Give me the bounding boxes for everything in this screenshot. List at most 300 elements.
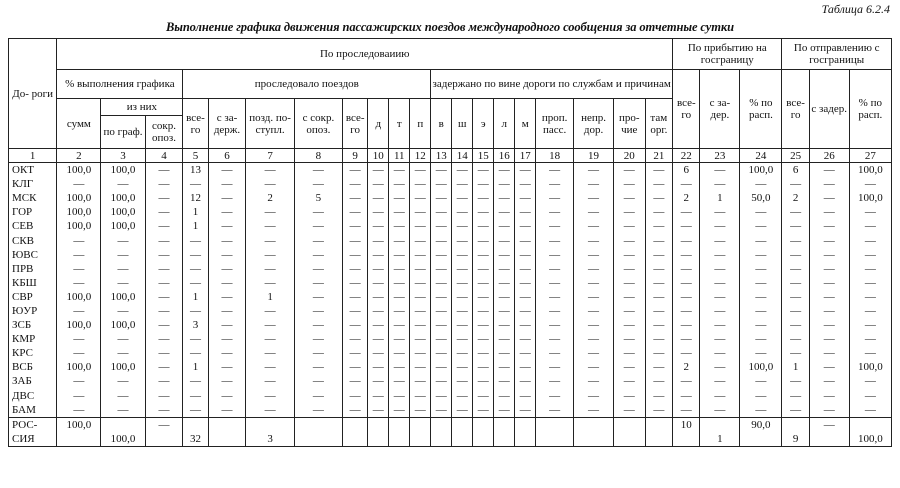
table-cell: 1 xyxy=(183,205,208,219)
total-cell xyxy=(473,432,494,447)
header-t: т xyxy=(389,99,410,149)
table-cell: — xyxy=(700,346,740,360)
header-other: про- чие xyxy=(614,99,646,149)
table-cell: — xyxy=(368,360,389,374)
table-cell: — xyxy=(809,403,849,418)
table-cell: — xyxy=(246,163,294,178)
table-cell: — xyxy=(343,304,368,318)
header-customs: там орг. xyxy=(645,99,673,149)
table-cell: — xyxy=(452,248,473,262)
road-name: КБШ xyxy=(9,276,57,290)
table-cell: — xyxy=(246,219,294,233)
table-cell: — xyxy=(740,205,782,219)
table-cell: — xyxy=(452,374,473,388)
table-title: Выполнение графика движения пассажирских поездов международного сообщения за отчетные сутки xyxy=(166,20,734,34)
table-cell: 1 xyxy=(183,219,208,233)
total-row xyxy=(9,417,892,432)
header-total: все- го xyxy=(183,99,208,149)
table-cell: — xyxy=(368,290,389,304)
table-cell: — xyxy=(410,191,431,205)
table-cell: — xyxy=(574,346,614,360)
table-cell: — xyxy=(410,163,431,178)
header-followed: По проследоваиию xyxy=(57,39,673,70)
table-cell: — xyxy=(809,205,849,219)
table-cell: — xyxy=(673,233,700,247)
table-cell: — xyxy=(473,205,494,219)
table-cell: — xyxy=(208,389,246,403)
table-cell: 100,0 xyxy=(101,191,145,205)
header-with-reduced-delay: с сокр. опоз. xyxy=(294,99,342,149)
table-cell: — xyxy=(494,248,515,262)
header-roads: До- роги xyxy=(9,39,57,149)
table-cell: — xyxy=(208,219,246,233)
table-cell: — xyxy=(294,346,342,360)
table-cell: 2 xyxy=(782,191,809,205)
table-row xyxy=(9,332,892,346)
table-cell: — xyxy=(246,403,294,418)
table-cell: — xyxy=(809,219,849,233)
total-cell: 90,0 xyxy=(740,417,782,432)
table-cell: — xyxy=(208,177,246,191)
table-row xyxy=(9,177,892,191)
table-cell: — xyxy=(473,177,494,191)
table-cell: — xyxy=(574,403,614,418)
total-cell xyxy=(431,417,452,432)
table-cell: — xyxy=(645,276,673,290)
table-cell: — xyxy=(57,332,101,346)
table-cell: — xyxy=(809,177,849,191)
table-cell: — xyxy=(782,403,809,418)
table-cell: — xyxy=(809,248,849,262)
total-cell xyxy=(494,432,515,447)
table-cell: — xyxy=(645,248,673,262)
total-cell xyxy=(614,432,646,447)
total-cell xyxy=(389,417,410,432)
total-cell: 100,0 xyxy=(849,432,891,447)
table-row xyxy=(9,374,892,388)
table-cell: — xyxy=(431,163,452,178)
total-cell xyxy=(473,417,494,432)
table-cell: 100,0 xyxy=(849,360,891,374)
table-cell: — xyxy=(145,262,183,276)
column-number: 27 xyxy=(849,149,891,163)
table-cell: — xyxy=(536,332,574,346)
table-cell: — xyxy=(700,163,740,178)
header-pct-schedule: % выполнения графика xyxy=(57,70,183,99)
table-cell: — xyxy=(368,403,389,418)
table-cell: — xyxy=(57,389,101,403)
table-cell: — xyxy=(700,233,740,247)
table-cell: — xyxy=(57,262,101,276)
table-cell: — xyxy=(343,248,368,262)
total-cell xyxy=(452,432,473,447)
table-cell: — xyxy=(183,403,208,418)
column-number: 7 xyxy=(246,149,294,163)
table-cell: 100,0 xyxy=(57,191,101,205)
header-d: д xyxy=(368,99,389,149)
table-cell: — xyxy=(740,304,782,318)
table-cell: — xyxy=(809,346,849,360)
table-cell: — xyxy=(368,205,389,219)
table-cell: — xyxy=(494,177,515,191)
table-cell: — xyxy=(101,346,145,360)
table-cell: — xyxy=(740,374,782,388)
table-cell: — xyxy=(101,304,145,318)
table-cell: — xyxy=(849,276,891,290)
table-cell: — xyxy=(700,304,740,318)
table-cell: — xyxy=(782,276,809,290)
table-cell: — xyxy=(208,346,246,360)
table-cell: 6 xyxy=(782,163,809,178)
road-name: ЗАБ xyxy=(9,374,57,388)
table-cell: — xyxy=(782,262,809,276)
column-numbers-row xyxy=(9,149,892,163)
table-cell: — xyxy=(452,360,473,374)
table-cell: — xyxy=(246,248,294,262)
table-cell: — xyxy=(145,219,183,233)
total-cell xyxy=(294,417,342,432)
total-cell xyxy=(574,417,614,432)
table-cell: — xyxy=(809,360,849,374)
table-cell: — xyxy=(809,233,849,247)
table-cell: — xyxy=(145,290,183,304)
total-cell xyxy=(494,417,515,432)
table-cell: — xyxy=(645,262,673,276)
total-cell: 9 xyxy=(782,432,809,447)
table-cell: — xyxy=(473,332,494,346)
table-cell: — xyxy=(782,304,809,318)
table-cell: — xyxy=(294,276,342,290)
table-cell: 1 xyxy=(183,290,208,304)
table-cell: — xyxy=(849,346,891,360)
table-cell: — xyxy=(515,374,536,388)
table-cell: — xyxy=(343,163,368,178)
table-cell: — xyxy=(452,403,473,418)
table-cell: — xyxy=(614,233,646,247)
table-cell: — xyxy=(246,374,294,388)
table-cell: — xyxy=(389,262,410,276)
table-cell: — xyxy=(515,177,536,191)
total-cell xyxy=(645,417,673,432)
table-cell: — xyxy=(410,205,431,219)
table-cell: — xyxy=(368,177,389,191)
table-cell: — xyxy=(574,360,614,374)
table-cell: 50,0 xyxy=(740,191,782,205)
table-cell: — xyxy=(183,346,208,360)
table-cell: — xyxy=(431,262,452,276)
table-row xyxy=(9,304,892,318)
table-cell: — xyxy=(431,248,452,262)
table-cell: — xyxy=(183,248,208,262)
table-cell: — xyxy=(145,360,183,374)
table-cell: — xyxy=(473,346,494,360)
table-cell: — xyxy=(431,403,452,418)
table-cell: — xyxy=(515,332,536,346)
table-cell: — xyxy=(57,248,101,262)
table-cell: — xyxy=(452,304,473,318)
header-arr-pct: % по расп. xyxy=(740,70,782,149)
table-cell: — xyxy=(343,360,368,374)
table-cell: — xyxy=(389,191,410,205)
table-cell: — xyxy=(515,290,536,304)
column-number: 24 xyxy=(740,149,782,163)
table-cell: — xyxy=(809,304,849,318)
table-cell: — xyxy=(700,374,740,388)
column-number: 3 xyxy=(101,149,145,163)
table-cell: — xyxy=(782,374,809,388)
column-number: 13 xyxy=(431,149,452,163)
table-cell: — xyxy=(673,403,700,418)
table-cell: — xyxy=(700,360,740,374)
table-cell: — xyxy=(849,374,891,388)
table-cell: — xyxy=(574,318,614,332)
table-cell: — xyxy=(614,262,646,276)
table-cell: — xyxy=(536,346,574,360)
table-cell: — xyxy=(673,374,700,388)
table-cell: — xyxy=(452,233,473,247)
road-name: СВР xyxy=(9,290,57,304)
table-cell: — xyxy=(246,389,294,403)
table-cell: — xyxy=(57,233,101,247)
table-cell: — xyxy=(389,233,410,247)
table-cell: — xyxy=(389,276,410,290)
table-cell: — xyxy=(57,403,101,418)
table-cell: — xyxy=(145,205,183,219)
table-cell: — xyxy=(294,219,342,233)
table-cell: — xyxy=(343,219,368,233)
table-cell: — xyxy=(574,290,614,304)
table-cell: — xyxy=(614,248,646,262)
table-cell: — xyxy=(574,304,614,318)
table-cell: — xyxy=(614,177,646,191)
table-cell: — xyxy=(368,318,389,332)
table-cell: — xyxy=(208,332,246,346)
table-cell: — xyxy=(494,346,515,360)
table-cell: 1 xyxy=(183,360,208,374)
table-cell: — xyxy=(494,389,515,403)
table-cell: — xyxy=(536,290,574,304)
total-cell xyxy=(101,417,145,432)
table-cell: — xyxy=(343,276,368,290)
table-cell: — xyxy=(208,290,246,304)
table-cell: — xyxy=(208,233,246,247)
table-cell: 100,0 xyxy=(849,163,891,178)
table-cell: — xyxy=(673,318,700,332)
table-cell: — xyxy=(645,318,673,332)
total-cell xyxy=(208,417,246,432)
table-cell: — xyxy=(101,403,145,418)
table-cell: — xyxy=(410,219,431,233)
table-cell: — xyxy=(410,248,431,262)
table-cell: — xyxy=(536,233,574,247)
column-number: 16 xyxy=(494,149,515,163)
table-cell: — xyxy=(431,389,452,403)
road-name: КМР xyxy=(9,332,57,346)
header-sh: ш xyxy=(452,99,473,149)
table-cell: — xyxy=(57,346,101,360)
total-cell: — xyxy=(809,417,849,432)
table-cell: — xyxy=(410,276,431,290)
total-cell xyxy=(515,432,536,447)
table-cell: — xyxy=(536,360,574,374)
table-cell: — xyxy=(410,374,431,388)
table-cell: — xyxy=(494,233,515,247)
table-cell: — xyxy=(536,163,574,178)
header-m: м xyxy=(515,99,536,149)
table-cell: — xyxy=(849,332,891,346)
table-cell: — xyxy=(145,177,183,191)
table-cell: — xyxy=(574,332,614,346)
table-cell: — xyxy=(515,248,536,262)
table-cell: — xyxy=(673,276,700,290)
table-cell: — xyxy=(246,304,294,318)
table-label: Таблица 6.2.4 xyxy=(821,2,890,16)
table-cell: — xyxy=(574,248,614,262)
table-cell: — xyxy=(782,318,809,332)
table-cell: — xyxy=(145,318,183,332)
table-cell: 100,0 xyxy=(57,219,101,233)
column-number: 23 xyxy=(700,149,740,163)
table-cell: — xyxy=(849,233,891,247)
table-cell: — xyxy=(473,262,494,276)
table-cell: — xyxy=(368,191,389,205)
table-cell: — xyxy=(809,374,849,388)
table-cell: — xyxy=(645,219,673,233)
table-cell: — xyxy=(645,360,673,374)
total-label: СИЯ xyxy=(9,432,57,447)
table-cell: — xyxy=(849,205,891,219)
table-cell: — xyxy=(536,403,574,418)
table-cell: — xyxy=(389,389,410,403)
table-cell: — xyxy=(494,163,515,178)
table-cell: — xyxy=(473,360,494,374)
total-cell: 10 xyxy=(673,417,700,432)
table-cell: 100,0 xyxy=(101,360,145,374)
table-cell: — xyxy=(101,374,145,388)
table-cell: — xyxy=(473,403,494,418)
table-cell: — xyxy=(574,177,614,191)
table-cell: — xyxy=(740,233,782,247)
total-cell xyxy=(57,432,101,447)
table-cell: 2 xyxy=(246,191,294,205)
table-cell: — xyxy=(368,276,389,290)
table-cell: — xyxy=(536,219,574,233)
table-cell: — xyxy=(849,262,891,276)
table-cell: — xyxy=(809,262,849,276)
table-cell: 13 xyxy=(183,163,208,178)
table-cell: — xyxy=(368,163,389,178)
table-cell: — xyxy=(57,276,101,290)
total-cell xyxy=(515,417,536,432)
header-dep-delay: с задер. xyxy=(809,70,849,149)
table-row xyxy=(9,205,892,219)
table-cell: — xyxy=(410,290,431,304)
road-name: ПРВ xyxy=(9,262,57,276)
table-cell: — xyxy=(431,233,452,247)
table-cell: — xyxy=(614,360,646,374)
table-cell: — xyxy=(614,389,646,403)
table-cell: — xyxy=(574,276,614,290)
road-name: КЛГ xyxy=(9,177,57,191)
table-cell: — xyxy=(473,290,494,304)
table-cell: — xyxy=(410,233,431,247)
table-cell: — xyxy=(145,332,183,346)
total-cell xyxy=(645,432,673,447)
table-cell: — xyxy=(183,177,208,191)
table-cell: — xyxy=(294,248,342,262)
table-cell: — xyxy=(410,304,431,318)
table-cell: — xyxy=(452,389,473,403)
table-cell: — xyxy=(389,374,410,388)
table-cell: — xyxy=(473,318,494,332)
table-cell: 100,0 xyxy=(57,290,101,304)
table-cell: — xyxy=(574,191,614,205)
table-cell: — xyxy=(473,191,494,205)
table-cell: 1 xyxy=(246,290,294,304)
total-cell xyxy=(431,432,452,447)
total-cell xyxy=(410,417,431,432)
table-cell: — xyxy=(515,163,536,178)
table-cell: — xyxy=(515,219,536,233)
table-cell: — xyxy=(246,346,294,360)
table-cell: — xyxy=(645,177,673,191)
table-row xyxy=(9,262,892,276)
column-number: 21 xyxy=(645,149,673,163)
table-cell: — xyxy=(57,304,101,318)
total-cell: — xyxy=(145,417,183,432)
table-cell: — xyxy=(183,389,208,403)
table-cell: — xyxy=(849,219,891,233)
table-cell: — xyxy=(494,219,515,233)
table-cell: — xyxy=(208,205,246,219)
column-number: 2 xyxy=(57,149,101,163)
table-cell: 100,0 xyxy=(101,205,145,219)
total-cell xyxy=(574,432,614,447)
table-cell: — xyxy=(452,177,473,191)
table-cell: — xyxy=(452,262,473,276)
table-cell: — xyxy=(645,304,673,318)
table-cell: — xyxy=(294,360,342,374)
table-cell: — xyxy=(389,332,410,346)
table-cell: — xyxy=(645,374,673,388)
table-row xyxy=(9,248,892,262)
table-cell: — xyxy=(452,205,473,219)
table-cell: — xyxy=(368,332,389,346)
table-cell: — xyxy=(431,360,452,374)
table-cell: — xyxy=(515,318,536,332)
table-cell: — xyxy=(614,205,646,219)
road-name: КРС xyxy=(9,346,57,360)
total-cell xyxy=(208,432,246,447)
table-cell: — xyxy=(673,205,700,219)
table-cell: 100,0 xyxy=(57,163,101,178)
table-cell: — xyxy=(410,332,431,346)
table-cell: — xyxy=(208,360,246,374)
table-cell: — xyxy=(183,374,208,388)
table-cell: — xyxy=(389,248,410,262)
table-cell: — xyxy=(494,205,515,219)
table-cell: — xyxy=(515,360,536,374)
table-cell: — xyxy=(389,360,410,374)
table-cell: — xyxy=(368,346,389,360)
table-cell: — xyxy=(208,403,246,418)
table-cell: — xyxy=(740,276,782,290)
table-cell: — xyxy=(740,262,782,276)
table-cell: — xyxy=(452,219,473,233)
table-cell: — xyxy=(183,233,208,247)
table-cell: — xyxy=(343,389,368,403)
table-cell: — xyxy=(673,219,700,233)
